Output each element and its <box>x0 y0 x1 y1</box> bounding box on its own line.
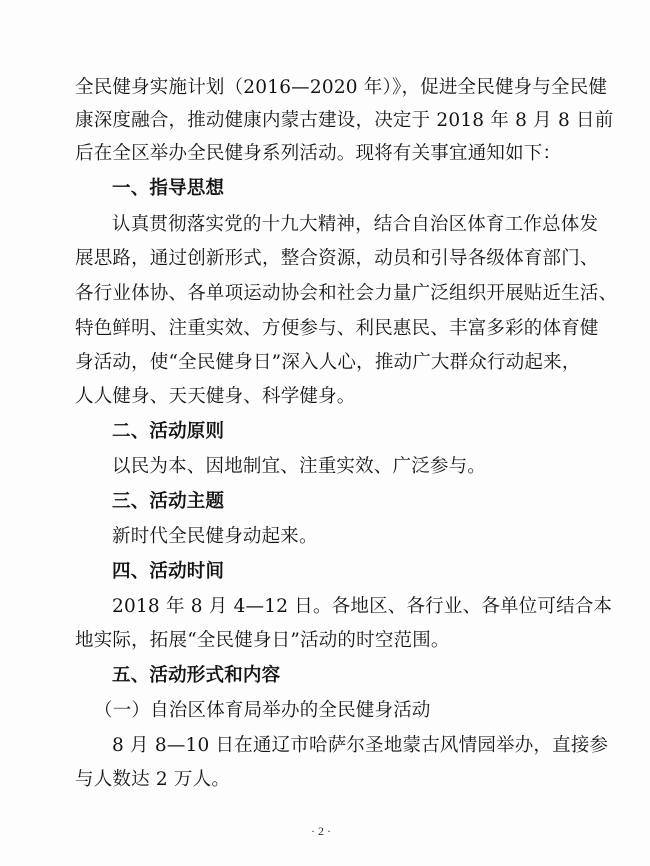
section-heading-format-content: 五、活动形式和内容 <box>112 665 281 686</box>
paragraph-guiding-line-2: 展思路，通过创新形式，整合资源，动员和引导各级体育部门、 <box>75 248 599 269</box>
section-heading-time: 四、活动时间 <box>112 561 225 582</box>
subsection-heading-sports-bureau: （一）自治区体育局举办的全民健身活动 <box>94 700 431 721</box>
paragraph-guiding-line-6: 人人健身、天天健身、科学健身。 <box>75 386 356 407</box>
paragraph-theme: 新时代全民健身动起来。 <box>112 526 318 547</box>
page-number: · 2 · <box>311 824 331 838</box>
paragraph-event-line-1: 8 月 8—10 日在通辽市哈萨尔圣地蒙古风情园举办，直接参 <box>112 735 609 756</box>
section-heading-principles: 二、活动原则 <box>112 421 225 442</box>
section-heading-guiding-ideology: 一、指导思想 <box>112 178 225 199</box>
paragraph-principles: 以民为本、因地制宜、注重实效、广泛参与。 <box>112 456 487 477</box>
paragraph-event-line-2: 与人数达 2 万人。 <box>75 769 231 790</box>
paragraph-guiding-line-5: 身活动，使“全民健身日”深入人心，推动广大群众行动起来， <box>75 352 581 373</box>
section-heading-theme: 三、活动主题 <box>112 491 225 512</box>
paragraph-intro-line-2: 康深度融合，推动健康内蒙古建设，决定于 2018 年 8 月 8 日前 <box>75 110 614 131</box>
paragraph-time-line-2: 地实际，拓展“全民健身日”活动的时空范围。 <box>75 630 450 651</box>
paragraph-guiding-line-4: 特色鲜明、注重实效、方便参与、利民惠民、丰富多彩的体育健 <box>75 318 599 339</box>
paragraph-guiding-line-3: 各行业体协、各单项运动协会和社会力量广泛组织开展贴近生活、 <box>75 283 618 304</box>
paragraph-guiding-line-1: 认真贯彻落实党的十九大精神，结合自治区体育工作总体发 <box>112 214 599 235</box>
paragraph-time-line-1: 2018 年 8 月 4—12 日。各地区、各行业、各单位可结合本 <box>112 596 613 617</box>
paragraph-intro-line-3: 后在全区举办全民健身系列活动。现将有关事宜通知如下： <box>75 143 562 164</box>
paragraph-intro-line-1: 全民健身实施计划（2016—2020 年）》，促进全民健身与全民健 <box>75 77 608 98</box>
